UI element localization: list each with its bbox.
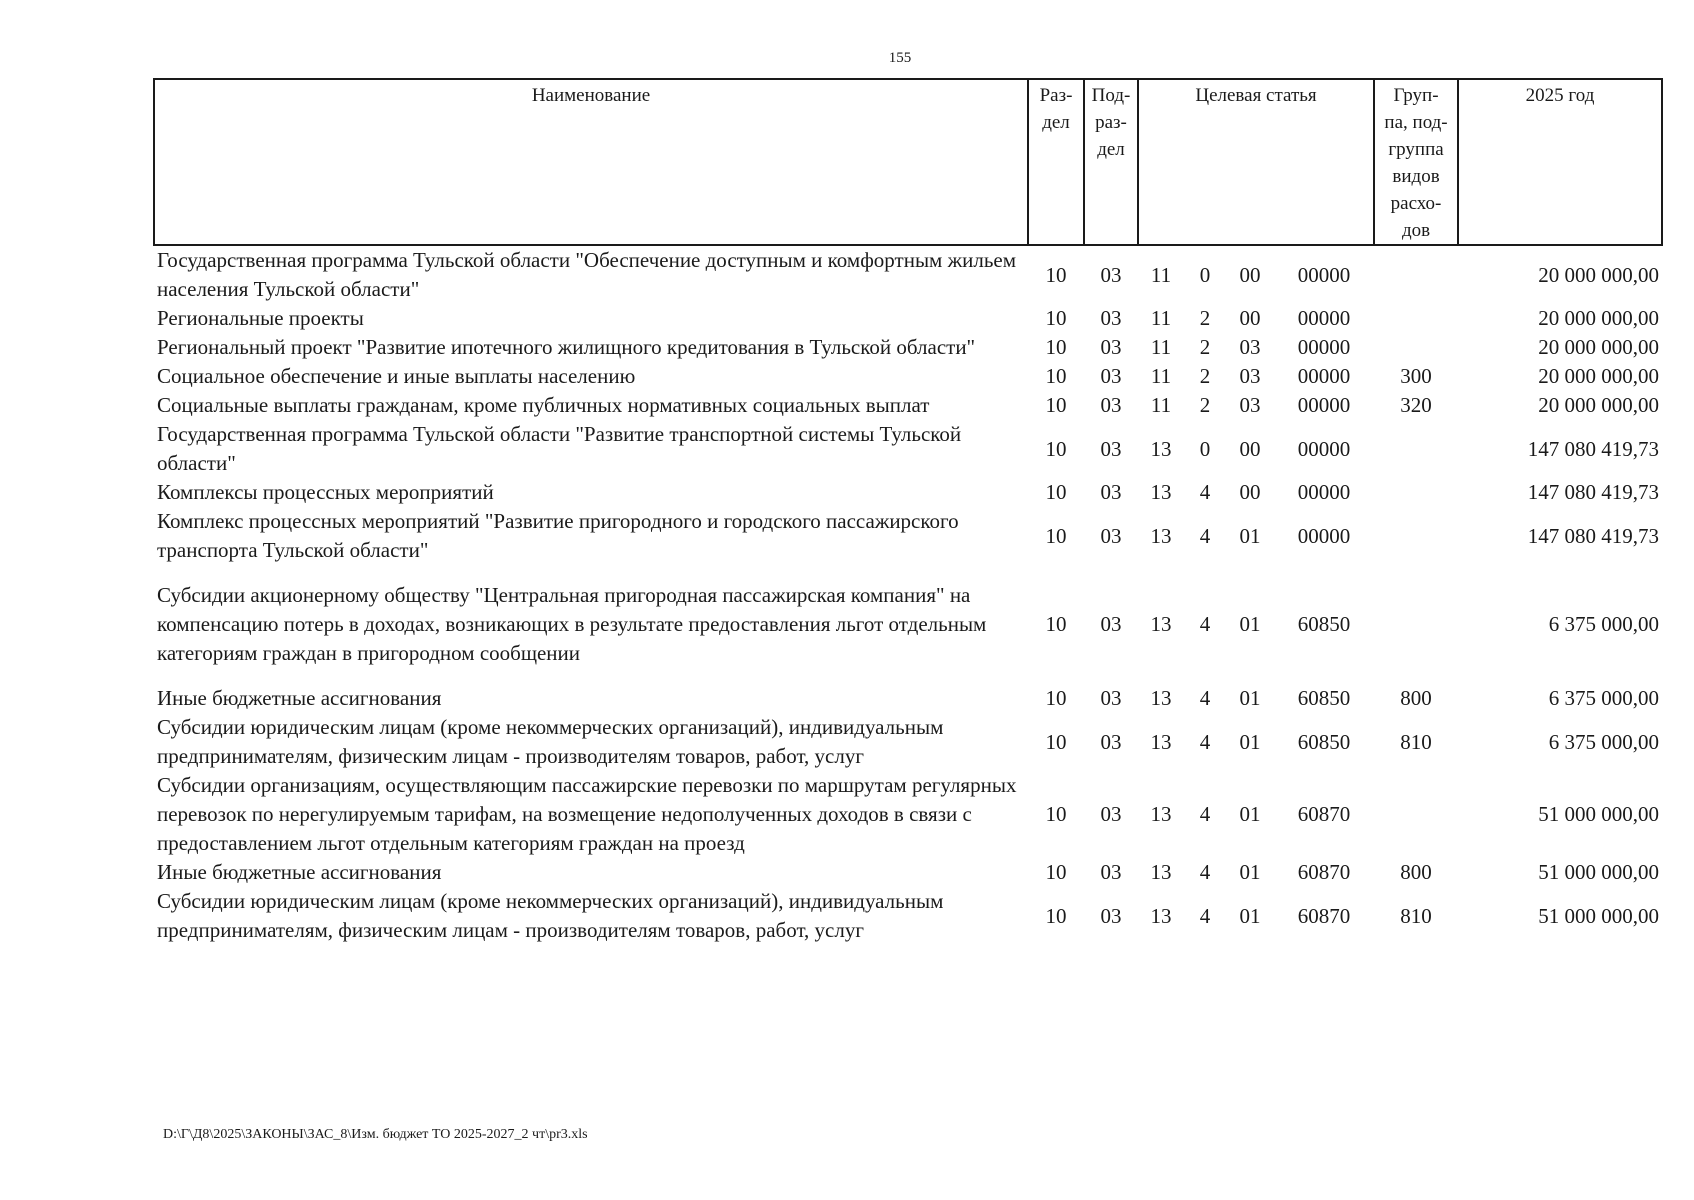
row-podrazdel: 03 xyxy=(1100,306,1122,330)
row-subprogram-code: 4 xyxy=(1199,729,1211,754)
row-subprogram-code: 4 xyxy=(1199,523,1211,548)
row-subprogram-code: 0 xyxy=(1199,262,1211,287)
row-name: Субсидии организациям, осуществляющим пассажирские перевозки по маршрутам регулярных перевозок по нерегулируемым тарифам, на возмещение недополученных доходов в связи с предоставлением льгот отдельным категориям граждан на проезд xyxy=(157,773,1017,855)
header-razdel: Раз- дел xyxy=(1028,79,1084,245)
row-direction-code: 00000 xyxy=(1297,364,1351,388)
row-expense-group xyxy=(1374,304,1458,333)
row-subprogram-code: 4 xyxy=(1199,802,1211,826)
row-podrazdel: 03 xyxy=(1100,364,1122,388)
row-direction-code: 00000 xyxy=(1297,335,1351,359)
table-row xyxy=(154,713,1662,771)
row-amount: 6 375 000,00 xyxy=(1548,729,1660,754)
row-expense-group: 800 xyxy=(1400,686,1432,710)
row-event-code: 01 xyxy=(1239,523,1261,548)
row-expense-group xyxy=(1374,771,1458,858)
row-subprogram-code: 4 xyxy=(1199,612,1211,636)
row-direction-code: 60870 xyxy=(1297,903,1351,928)
row-subprogram-code: 0 xyxy=(1199,436,1211,461)
table-row xyxy=(154,333,1662,362)
row-podrazdel: 03 xyxy=(1100,903,1122,928)
table-row xyxy=(154,420,1662,478)
row-name: Комплексы процессных мероприятий xyxy=(157,480,494,504)
table-header-row xyxy=(154,79,1662,245)
row-subprogram-code: 4 xyxy=(1199,860,1211,884)
row-expense-group: 810 xyxy=(1400,729,1432,754)
row-subprogram-code: 4 xyxy=(1199,903,1211,928)
row-podrazdel: 03 xyxy=(1100,729,1122,754)
row-program-code: 13 xyxy=(1150,523,1172,548)
row-expense-group xyxy=(1374,478,1458,507)
row-razdel: 10 xyxy=(1045,686,1067,710)
row-event-code: 03 xyxy=(1239,393,1261,417)
row-direction-code: 60850 xyxy=(1297,686,1351,710)
row-name: Субсидии акционерному обществу "Центральная пригородная пассажирская компания" на компенсацию потерь в доходах, возникающих в результате предоставления льгот отдельным категориям граждан в пригородном сообщении xyxy=(157,583,987,665)
row-event-code: 00 xyxy=(1239,262,1261,287)
row-razdel: 10 xyxy=(1045,802,1067,826)
budget-table xyxy=(153,78,1663,945)
row-subprogram-code: 4 xyxy=(1199,480,1211,504)
row-amount: 6 375 000,00 xyxy=(1548,612,1660,636)
file-path-footer: D:\Г\Д8\2025\ЗАКОНЫ\ЗАС_8\Изм. бюджет ТО 2025-2027_2 чт\pr3.xls xyxy=(163,1127,588,1142)
row-program-code: 11 xyxy=(1150,364,1172,388)
row-subprogram-code: 2 xyxy=(1199,393,1211,417)
row-direction-code: 60850 xyxy=(1297,729,1351,754)
row-program-code: 13 xyxy=(1150,612,1172,636)
row-razdel: 10 xyxy=(1045,480,1067,504)
table-row xyxy=(154,245,1662,304)
row-razdel: 10 xyxy=(1045,729,1067,754)
row-direction-code: 00000 xyxy=(1297,393,1351,417)
row-podrazdel: 03 xyxy=(1100,335,1122,359)
header-podrazdel: Под- раз- дел xyxy=(1084,79,1138,245)
row-podrazdel: 03 xyxy=(1100,802,1122,826)
header-target-article: Целевая статья xyxy=(1138,79,1374,245)
table-body xyxy=(154,245,1662,945)
row-event-code: 00 xyxy=(1239,436,1261,461)
table-row xyxy=(154,858,1662,887)
table-row xyxy=(154,304,1662,333)
row-program-code: 13 xyxy=(1150,860,1172,884)
row-amount: 20 000 000,00 xyxy=(1538,393,1660,417)
row-name: Региональные проекты xyxy=(157,306,364,330)
row-amount: 51 000 000,00 xyxy=(1538,860,1660,884)
row-razdel: 10 xyxy=(1045,523,1067,548)
row-podrazdel: 03 xyxy=(1100,612,1122,636)
row-razdel: 10 xyxy=(1045,436,1067,461)
table-row xyxy=(154,391,1662,420)
row-expense-group xyxy=(1374,420,1458,478)
row-razdel: 10 xyxy=(1045,393,1067,417)
row-direction-code: 00000 xyxy=(1297,306,1351,330)
row-podrazdel: 03 xyxy=(1100,860,1122,884)
row-amount: 20 000 000,00 xyxy=(1538,262,1660,287)
row-program-code: 11 xyxy=(1150,306,1172,330)
row-expense-group: 320 xyxy=(1400,393,1432,417)
row-program-code: 13 xyxy=(1150,436,1172,461)
row-direction-code: 60850 xyxy=(1297,612,1351,636)
row-program-code: 11 xyxy=(1150,335,1172,359)
row-expense-group: 810 xyxy=(1400,903,1432,928)
row-name: Субсидии юридическим лицам (кроме некоммерческих организаций), индивидуальным предпринимателям, физическим лицам - производителям товаров, работ, услуг xyxy=(157,715,944,768)
row-name: Социальное обеспечение и иные выплаты населению xyxy=(157,364,636,388)
row-name: Социальные выплаты гражданам, кроме публичных нормативных социальных выплат xyxy=(157,393,930,417)
row-event-code: 03 xyxy=(1239,364,1261,388)
row-amount: 147 080 419,73 xyxy=(1527,480,1660,504)
row-amount: 20 000 000,00 xyxy=(1538,364,1660,388)
row-direction-code: 60870 xyxy=(1297,802,1351,826)
row-program-code: 13 xyxy=(1150,729,1172,754)
row-expense-group: 800 xyxy=(1400,860,1432,884)
row-name: Иные бюджетные ассигнования xyxy=(157,860,442,884)
row-event-code: 01 xyxy=(1239,612,1261,636)
row-podrazdel: 03 xyxy=(1100,436,1122,461)
row-program-code: 13 xyxy=(1150,802,1172,826)
row-expense-group: 300 xyxy=(1400,364,1432,388)
row-podrazdel: 03 xyxy=(1100,686,1122,710)
row-program-code: 11 xyxy=(1150,393,1172,417)
row-event-code: 01 xyxy=(1239,860,1261,884)
row-event-code: 01 xyxy=(1239,802,1261,826)
table-row xyxy=(154,771,1662,858)
row-direction-code: 00000 xyxy=(1297,523,1351,548)
row-amount: 6 375 000,00 xyxy=(1548,686,1660,710)
row-razdel: 10 xyxy=(1045,860,1067,884)
row-name: Иные бюджетные ассигнования xyxy=(157,686,442,710)
row-program-code: 13 xyxy=(1150,480,1172,504)
row-podrazdel: 03 xyxy=(1100,480,1122,504)
page-number: 155 xyxy=(888,50,912,66)
row-razdel: 10 xyxy=(1045,306,1067,330)
row-subprogram-code: 2 xyxy=(1199,306,1211,330)
row-name: Государственная программа Тульской области "Развитие транспортной системы Тульской области" xyxy=(157,422,962,475)
row-podrazdel: 03 xyxy=(1100,393,1122,417)
row-direction-code: 00000 xyxy=(1297,436,1351,461)
row-amount: 20 000 000,00 xyxy=(1538,335,1660,359)
row-expense-group xyxy=(1374,565,1458,684)
row-amount: 20 000 000,00 xyxy=(1538,306,1660,330)
row-name: Субсидии юридическим лицам (кроме некоммерческих организаций), индивидуальным предпринимателям, физическим лицам - производителям товаров, работ, услуг xyxy=(157,889,944,942)
row-program-code: 11 xyxy=(1150,262,1172,287)
table-row xyxy=(154,362,1662,391)
row-direction-code: 60870 xyxy=(1297,860,1351,884)
row-direction-code: 00000 xyxy=(1297,262,1351,287)
row-event-code: 01 xyxy=(1239,903,1261,928)
row-program-code: 13 xyxy=(1150,903,1172,928)
header-name: Наименование xyxy=(154,79,1028,245)
row-expense-group xyxy=(1374,333,1458,362)
table-row xyxy=(154,565,1662,684)
row-amount: 147 080 419,73 xyxy=(1527,523,1660,548)
table-row xyxy=(154,478,1662,507)
row-event-code: 00 xyxy=(1239,480,1261,504)
row-razdel: 10 xyxy=(1045,364,1067,388)
row-name: Региональный проект "Развитие ипотечного жилищного кредитования в Тульской области" xyxy=(157,335,976,359)
row-expense-group xyxy=(1374,507,1458,565)
table-row xyxy=(154,887,1662,945)
row-event-code: 00 xyxy=(1239,306,1261,330)
row-subprogram-code: 4 xyxy=(1199,686,1211,710)
row-name: Комплекс процессных мероприятий "Развитие пригородного и городского пассажирского транспорта Тульской области" xyxy=(157,509,959,562)
row-podrazdel: 03 xyxy=(1100,523,1122,548)
header-year-2025: 2025 год xyxy=(1458,79,1662,245)
header-expense-group: Груп- па, под- группа видов расхо- дов xyxy=(1374,79,1458,245)
row-event-code: 01 xyxy=(1239,686,1261,710)
row-event-code: 03 xyxy=(1239,335,1261,359)
table-row xyxy=(154,684,1662,713)
row-razdel: 10 xyxy=(1045,335,1067,359)
row-podrazdel: 03 xyxy=(1100,262,1122,287)
row-direction-code: 00000 xyxy=(1297,480,1351,504)
row-amount: 147 080 419,73 xyxy=(1527,436,1660,461)
row-subprogram-code: 2 xyxy=(1199,364,1211,388)
row-event-code: 01 xyxy=(1239,729,1261,754)
row-razdel: 10 xyxy=(1045,612,1067,636)
row-razdel: 10 xyxy=(1045,262,1067,287)
row-amount: 51 000 000,00 xyxy=(1538,903,1660,928)
row-expense-group xyxy=(1374,245,1458,304)
row-razdel: 10 xyxy=(1045,903,1067,928)
row-subprogram-code: 2 xyxy=(1199,335,1211,359)
table-row xyxy=(154,507,1662,565)
row-program-code: 13 xyxy=(1150,686,1172,710)
row-amount: 51 000 000,00 xyxy=(1538,802,1660,826)
row-name: Государственная программа Тульской области "Обеспечение доступным и комфортным жильем населения Тульской области" xyxy=(157,248,1017,301)
